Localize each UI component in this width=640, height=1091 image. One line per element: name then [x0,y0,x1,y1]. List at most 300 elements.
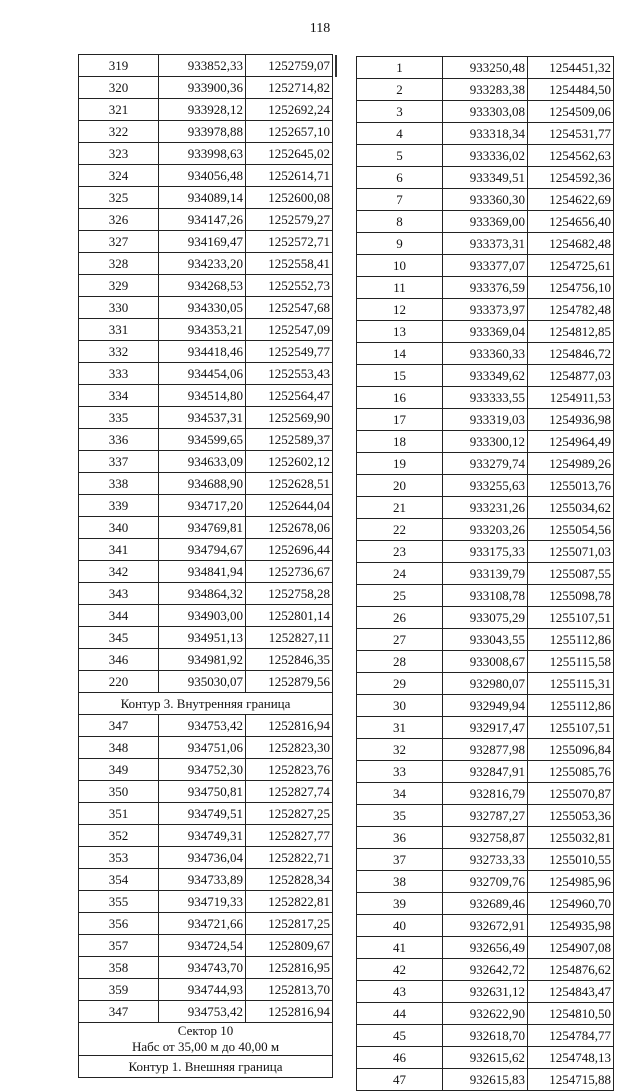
table-row [357,695,614,717]
y-coordinate-cell: 1252589,37 [246,429,333,451]
point-number-cell: 359 [79,979,159,1001]
x-coordinate-cell: 933231,26 [443,497,528,519]
x-coordinate-cell: 933318,34 [443,123,528,145]
table-row [79,517,333,539]
y-coordinate-cell: 1255112,86 [528,629,614,651]
x-coordinate-cell: 934717,20 [159,495,246,517]
y-coordinate-cell: 1252827,74 [246,781,333,803]
table-row [79,451,333,473]
table-row [79,385,333,407]
x-coordinate-cell: 934169,47 [159,231,246,253]
x-coordinate-cell: 933319,03 [443,409,528,431]
y-coordinate-cell: 1254907,08 [528,937,614,959]
sector-heading [79,1023,333,1056]
y-coordinate-cell: 1254843,47 [528,981,614,1003]
y-coordinate-cell: 1252828,34 [246,869,333,891]
point-number-cell: 336 [79,429,159,451]
point-number-cell: 3 [357,101,443,123]
x-coordinate-cell: 933373,31 [443,233,528,255]
point-number-cell: 18 [357,431,443,453]
x-coordinate-cell: 933250,48 [443,57,528,79]
point-number-cell: 13 [357,321,443,343]
table-row [79,913,333,935]
x-coordinate-cell: 934599,65 [159,429,246,451]
point-number-cell: 21 [357,497,443,519]
table-row [357,343,614,365]
x-coordinate-cell: 933928,12 [159,99,246,121]
table-row [357,761,614,783]
table-row [357,299,614,321]
point-number-cell: 41 [357,937,443,959]
section-heading: Контур 3. Внутренняя граница [79,693,333,715]
table-row [79,1001,333,1023]
x-coordinate-cell: 934951,13 [159,627,246,649]
y-coordinate-cell: 1252822,71 [246,847,333,869]
x-coordinate-cell: 933283,38 [443,79,528,101]
table-row [79,979,333,1001]
x-coordinate-cell: 934721,66 [159,913,246,935]
point-number-cell: 1 [357,57,443,79]
point-number-cell: 341 [79,539,159,561]
y-coordinate-cell: 1252816,95 [246,957,333,979]
point-number-cell: 334 [79,385,159,407]
table-row [79,825,333,847]
y-coordinate-cell: 1252657,10 [246,121,333,143]
x-coordinate-cell: 932709,76 [443,871,528,893]
y-coordinate-cell: 1252547,09 [246,319,333,341]
point-number-cell: 38 [357,871,443,893]
y-coordinate-cell: 1254810,50 [528,1003,614,1025]
point-number-cell: 26 [357,607,443,629]
x-coordinate-cell: 934418,46 [159,341,246,363]
sector-heading-row [79,1023,333,1056]
x-coordinate-cell: 933360,33 [443,343,528,365]
x-coordinate-cell: 934089,14 [159,187,246,209]
x-coordinate-cell: 934056,48 [159,165,246,187]
x-coordinate-cell: 934733,89 [159,869,246,891]
y-coordinate-cell: 1255070,87 [528,783,614,805]
x-coordinate-cell: 934749,31 [159,825,246,847]
table-row [357,717,614,739]
x-coordinate-cell: 934753,42 [159,1001,246,1023]
table-row [357,145,614,167]
table-row [357,519,614,541]
x-coordinate-cell: 933900,36 [159,77,246,99]
y-coordinate-cell: 1252759,07 [246,55,333,77]
x-coordinate-cell: 933852,33 [159,55,246,77]
page-number: 118 [309,21,331,36]
y-coordinate-cell: 1255054,56 [528,519,614,541]
y-coordinate-cell: 1255107,51 [528,717,614,739]
section-heading: Контур 1. Внешняя граница [79,1056,333,1078]
x-coordinate-cell: 934744,93 [159,979,246,1001]
table-row [357,211,614,233]
point-number-cell: 338 [79,473,159,495]
table-row [79,319,333,341]
y-coordinate-cell: 1254748,13 [528,1047,614,1069]
y-coordinate-cell: 1252547,68 [246,297,333,319]
y-coordinate-cell: 1254509,06 [528,101,614,123]
x-coordinate-cell: 933349,51 [443,167,528,189]
point-number-cell: 343 [79,583,159,605]
x-coordinate-cell: 932615,62 [443,1047,528,1069]
x-coordinate-cell: 932980,07 [443,673,528,695]
table-row [357,1069,614,1091]
y-coordinate-cell: 1255013,76 [528,475,614,497]
x-coordinate-cell: 933139,79 [443,563,528,585]
point-number-cell: 354 [79,869,159,891]
left-coordinates-table [78,54,333,1078]
point-number-cell: 326 [79,209,159,231]
y-coordinate-cell: 1252879,56 [246,671,333,693]
point-number-cell: 323 [79,143,159,165]
point-number-cell: 337 [79,451,159,473]
x-coordinate-cell: 934981,92 [159,649,246,671]
table-row [357,233,614,255]
x-coordinate-cell: 934743,70 [159,957,246,979]
point-number-cell: 14 [357,343,443,365]
table-row [357,431,614,453]
x-coordinate-cell: 934864,32 [159,583,246,605]
y-coordinate-cell: 1252602,12 [246,451,333,473]
y-coordinate-cell: 1255087,55 [528,563,614,585]
y-coordinate-cell: 1254562,63 [528,145,614,167]
point-number-cell: 342 [79,561,159,583]
x-coordinate-cell: 933108,78 [443,585,528,607]
point-number-cell: 30 [357,695,443,717]
point-number-cell: 15 [357,365,443,387]
x-coordinate-cell: 932787,27 [443,805,528,827]
point-number-cell: 17 [357,409,443,431]
point-number-cell: 39 [357,893,443,915]
y-coordinate-cell: 1254936,98 [528,409,614,431]
x-coordinate-cell: 934330,05 [159,297,246,319]
point-number-cell: 357 [79,935,159,957]
right-coordinates-table [356,56,614,1091]
y-coordinate-cell: 1254782,48 [528,299,614,321]
table-row [357,167,614,189]
table-row [79,803,333,825]
y-coordinate-cell: 1252827,77 [246,825,333,847]
point-number-cell: 7 [357,189,443,211]
table-row [79,209,333,231]
y-coordinate-cell: 1252553,43 [246,363,333,385]
point-number-cell: 43 [357,981,443,1003]
x-coordinate-cell: 932618,70 [443,1025,528,1047]
point-number-cell: 42 [357,959,443,981]
x-coordinate-cell: 933336,02 [443,145,528,167]
x-coordinate-cell: 933360,30 [443,189,528,211]
x-coordinate-cell: 932642,72 [443,959,528,981]
table-row [79,649,333,671]
x-coordinate-cell: 934753,42 [159,715,246,737]
table-row [79,121,333,143]
y-coordinate-cell: 1254725,61 [528,255,614,277]
y-coordinate-cell: 1252696,44 [246,539,333,561]
point-number-cell: 331 [79,319,159,341]
y-coordinate-cell: 1252552,73 [246,275,333,297]
y-coordinate-cell: 1254960,70 [528,893,614,915]
point-number-cell: 340 [79,517,159,539]
x-coordinate-cell: 934751,06 [159,737,246,759]
point-number-cell: 34 [357,783,443,805]
y-coordinate-cell: 1254935,98 [528,915,614,937]
x-coordinate-cell: 932672,91 [443,915,528,937]
table-row [357,937,614,959]
table-row [79,737,333,759]
y-coordinate-cell: 1255010,55 [528,849,614,871]
x-coordinate-cell: 932816,79 [443,783,528,805]
point-number-cell: 319 [79,55,159,77]
point-number-cell: 35 [357,805,443,827]
table-row [357,475,614,497]
point-number-cell: 23 [357,541,443,563]
table-row [357,629,614,651]
x-coordinate-cell: 932689,46 [443,893,528,915]
point-number-cell: 22 [357,519,443,541]
y-coordinate-cell: 1255115,58 [528,651,614,673]
point-number-cell: 352 [79,825,159,847]
point-number-cell: 6 [357,167,443,189]
y-coordinate-cell: 1252714,82 [246,77,333,99]
point-number-cell: 353 [79,847,159,869]
table-row [357,783,614,805]
table-row [357,805,614,827]
table-row [79,253,333,275]
point-number-cell: 33 [357,761,443,783]
y-coordinate-cell: 1254715,88 [528,1069,614,1091]
y-coordinate-cell: 1254451,32 [528,57,614,79]
table-row [357,57,614,79]
table-row [79,275,333,297]
table-row [357,1003,614,1025]
table-row [357,79,614,101]
table-row [79,495,333,517]
y-coordinate-cell: 1254911,53 [528,387,614,409]
x-coordinate-cell: 933279,74 [443,453,528,475]
table-row [79,957,333,979]
table-row [357,189,614,211]
y-coordinate-cell: 1252816,94 [246,1001,333,1023]
table-row [357,673,614,695]
y-coordinate-cell: 1252736,67 [246,561,333,583]
x-coordinate-cell: 933303,08 [443,101,528,123]
point-number-cell: 347 [79,715,159,737]
point-number-cell: 44 [357,1003,443,1025]
y-coordinate-cell: 1254756,10 [528,277,614,299]
point-number-cell: 329 [79,275,159,297]
table-row [79,671,333,693]
point-number-cell: 46 [357,1047,443,1069]
point-number-cell: 10 [357,255,443,277]
table-row [357,1025,614,1047]
x-coordinate-cell: 932917,47 [443,717,528,739]
x-coordinate-cell: 932733,33 [443,849,528,871]
table-row [79,143,333,165]
table-row [79,583,333,605]
x-coordinate-cell: 934724,54 [159,935,246,957]
table-row [357,959,614,981]
point-number-cell: 36 [357,827,443,849]
point-number-cell: 19 [357,453,443,475]
y-coordinate-cell: 1252564,47 [246,385,333,407]
table-row [357,607,614,629]
y-coordinate-cell: 1252572,71 [246,231,333,253]
table-row [79,231,333,253]
y-coordinate-cell: 1254964,49 [528,431,614,453]
table-row [357,915,614,937]
x-coordinate-cell: 932656,49 [443,937,528,959]
y-coordinate-cell: 1252600,08 [246,187,333,209]
y-coordinate-cell: 1252822,81 [246,891,333,913]
y-coordinate-cell: 1252678,06 [246,517,333,539]
y-coordinate-cell: 1255096,84 [528,739,614,761]
point-number-cell: 330 [79,297,159,319]
y-coordinate-cell: 1254985,96 [528,871,614,893]
x-coordinate-cell: 932758,87 [443,827,528,849]
y-coordinate-cell: 1254812,85 [528,321,614,343]
x-coordinate-cell: 934794,67 [159,539,246,561]
y-coordinate-cell: 1254876,62 [528,959,614,981]
table-row [357,849,614,871]
x-coordinate-cell: 932877,98 [443,739,528,761]
table-row [79,869,333,891]
point-number-cell: 11 [357,277,443,299]
table-row [79,187,333,209]
point-number-cell: 358 [79,957,159,979]
x-coordinate-cell: 933008,67 [443,651,528,673]
table-row [79,77,333,99]
table-row [357,585,614,607]
x-coordinate-cell: 933373,97 [443,299,528,321]
point-number-cell: 347 [79,1001,159,1023]
y-coordinate-cell: 1252549,77 [246,341,333,363]
y-coordinate-cell: 1252827,25 [246,803,333,825]
point-number-cell: 322 [79,121,159,143]
table-row [357,409,614,431]
y-coordinate-cell: 1252614,71 [246,165,333,187]
point-number-cell: 349 [79,759,159,781]
point-number-cell: 351 [79,803,159,825]
table-row [79,55,333,77]
table-row [79,605,333,627]
point-number-cell: 333 [79,363,159,385]
margin-mark [335,55,337,77]
point-number-cell: 321 [79,99,159,121]
table-row [357,101,614,123]
x-coordinate-cell: 934353,21 [159,319,246,341]
x-coordinate-cell: 934736,04 [159,847,246,869]
x-coordinate-cell: 933075,29 [443,607,528,629]
x-coordinate-cell: 932631,12 [443,981,528,1003]
x-coordinate-cell: 933175,33 [443,541,528,563]
table-row [79,539,333,561]
x-coordinate-cell: 934749,51 [159,803,246,825]
point-number-cell: 220 [79,671,159,693]
x-coordinate-cell: 934719,33 [159,891,246,913]
point-number-cell: 356 [79,913,159,935]
table-row [357,827,614,849]
y-coordinate-cell: 1254846,72 [528,343,614,365]
x-coordinate-cell: 934903,00 [159,605,246,627]
x-coordinate-cell: 933376,59 [443,277,528,299]
y-coordinate-cell: 1252692,24 [246,99,333,121]
y-coordinate-cell: 1254877,03 [528,365,614,387]
x-coordinate-cell: 932847,91 [443,761,528,783]
point-number-cell: 332 [79,341,159,363]
point-number-cell: 12 [357,299,443,321]
table-row [357,255,614,277]
x-coordinate-cell: 933369,00 [443,211,528,233]
table-row [357,453,614,475]
table-row [357,739,614,761]
y-coordinate-cell: 1252645,02 [246,143,333,165]
table-row [357,981,614,1003]
x-coordinate-cell: 934514,80 [159,385,246,407]
table-row [79,297,333,319]
point-number-cell: 345 [79,627,159,649]
point-number-cell: 47 [357,1069,443,1091]
x-coordinate-cell: 933369,04 [443,321,528,343]
table-row [79,341,333,363]
point-number-cell: 27 [357,629,443,651]
y-coordinate-cell: 1255112,86 [528,695,614,717]
y-coordinate-cell: 1252758,28 [246,583,333,605]
x-coordinate-cell: 933998,63 [159,143,246,165]
x-coordinate-cell: 933300,12 [443,431,528,453]
y-coordinate-cell: 1254784,77 [528,1025,614,1047]
x-coordinate-cell: 934233,20 [159,253,246,275]
x-coordinate-cell: 933349,62 [443,365,528,387]
table-row [357,365,614,387]
y-coordinate-cell: 1254656,40 [528,211,614,233]
point-number-cell: 8 [357,211,443,233]
y-coordinate-cell: 1252846,35 [246,649,333,671]
point-number-cell: 29 [357,673,443,695]
table-row [357,277,614,299]
y-coordinate-cell: 1252579,27 [246,209,333,231]
x-coordinate-cell: 933203,26 [443,519,528,541]
y-coordinate-cell: 1254531,77 [528,123,614,145]
y-coordinate-cell: 1255071,03 [528,541,614,563]
section-heading-row [79,693,333,715]
point-number-cell: 31 [357,717,443,739]
sector-heading-line: Набс от 35,00 м до 40,00 м [131,1039,280,1054]
y-coordinate-cell: 1254484,50 [528,79,614,101]
y-coordinate-cell: 1255085,76 [528,761,614,783]
point-number-cell: 348 [79,737,159,759]
table-row [79,165,333,187]
y-coordinate-cell: 1252823,76 [246,759,333,781]
y-coordinate-cell: 1255032,81 [528,827,614,849]
table-row [357,497,614,519]
x-coordinate-cell: 934633,09 [159,451,246,473]
point-number-cell: 20 [357,475,443,497]
table-row [79,407,333,429]
x-coordinate-cell: 934752,30 [159,759,246,781]
point-number-cell: 327 [79,231,159,253]
y-coordinate-cell: 1252628,51 [246,473,333,495]
y-coordinate-cell: 1254622,69 [528,189,614,211]
x-coordinate-cell: 933255,63 [443,475,528,497]
x-coordinate-cell: 932949,94 [443,695,528,717]
y-coordinate-cell: 1252801,14 [246,605,333,627]
x-coordinate-cell: 934454,06 [159,363,246,385]
point-number-cell: 335 [79,407,159,429]
point-number-cell: 28 [357,651,443,673]
x-coordinate-cell: 934147,26 [159,209,246,231]
point-number-cell: 324 [79,165,159,187]
